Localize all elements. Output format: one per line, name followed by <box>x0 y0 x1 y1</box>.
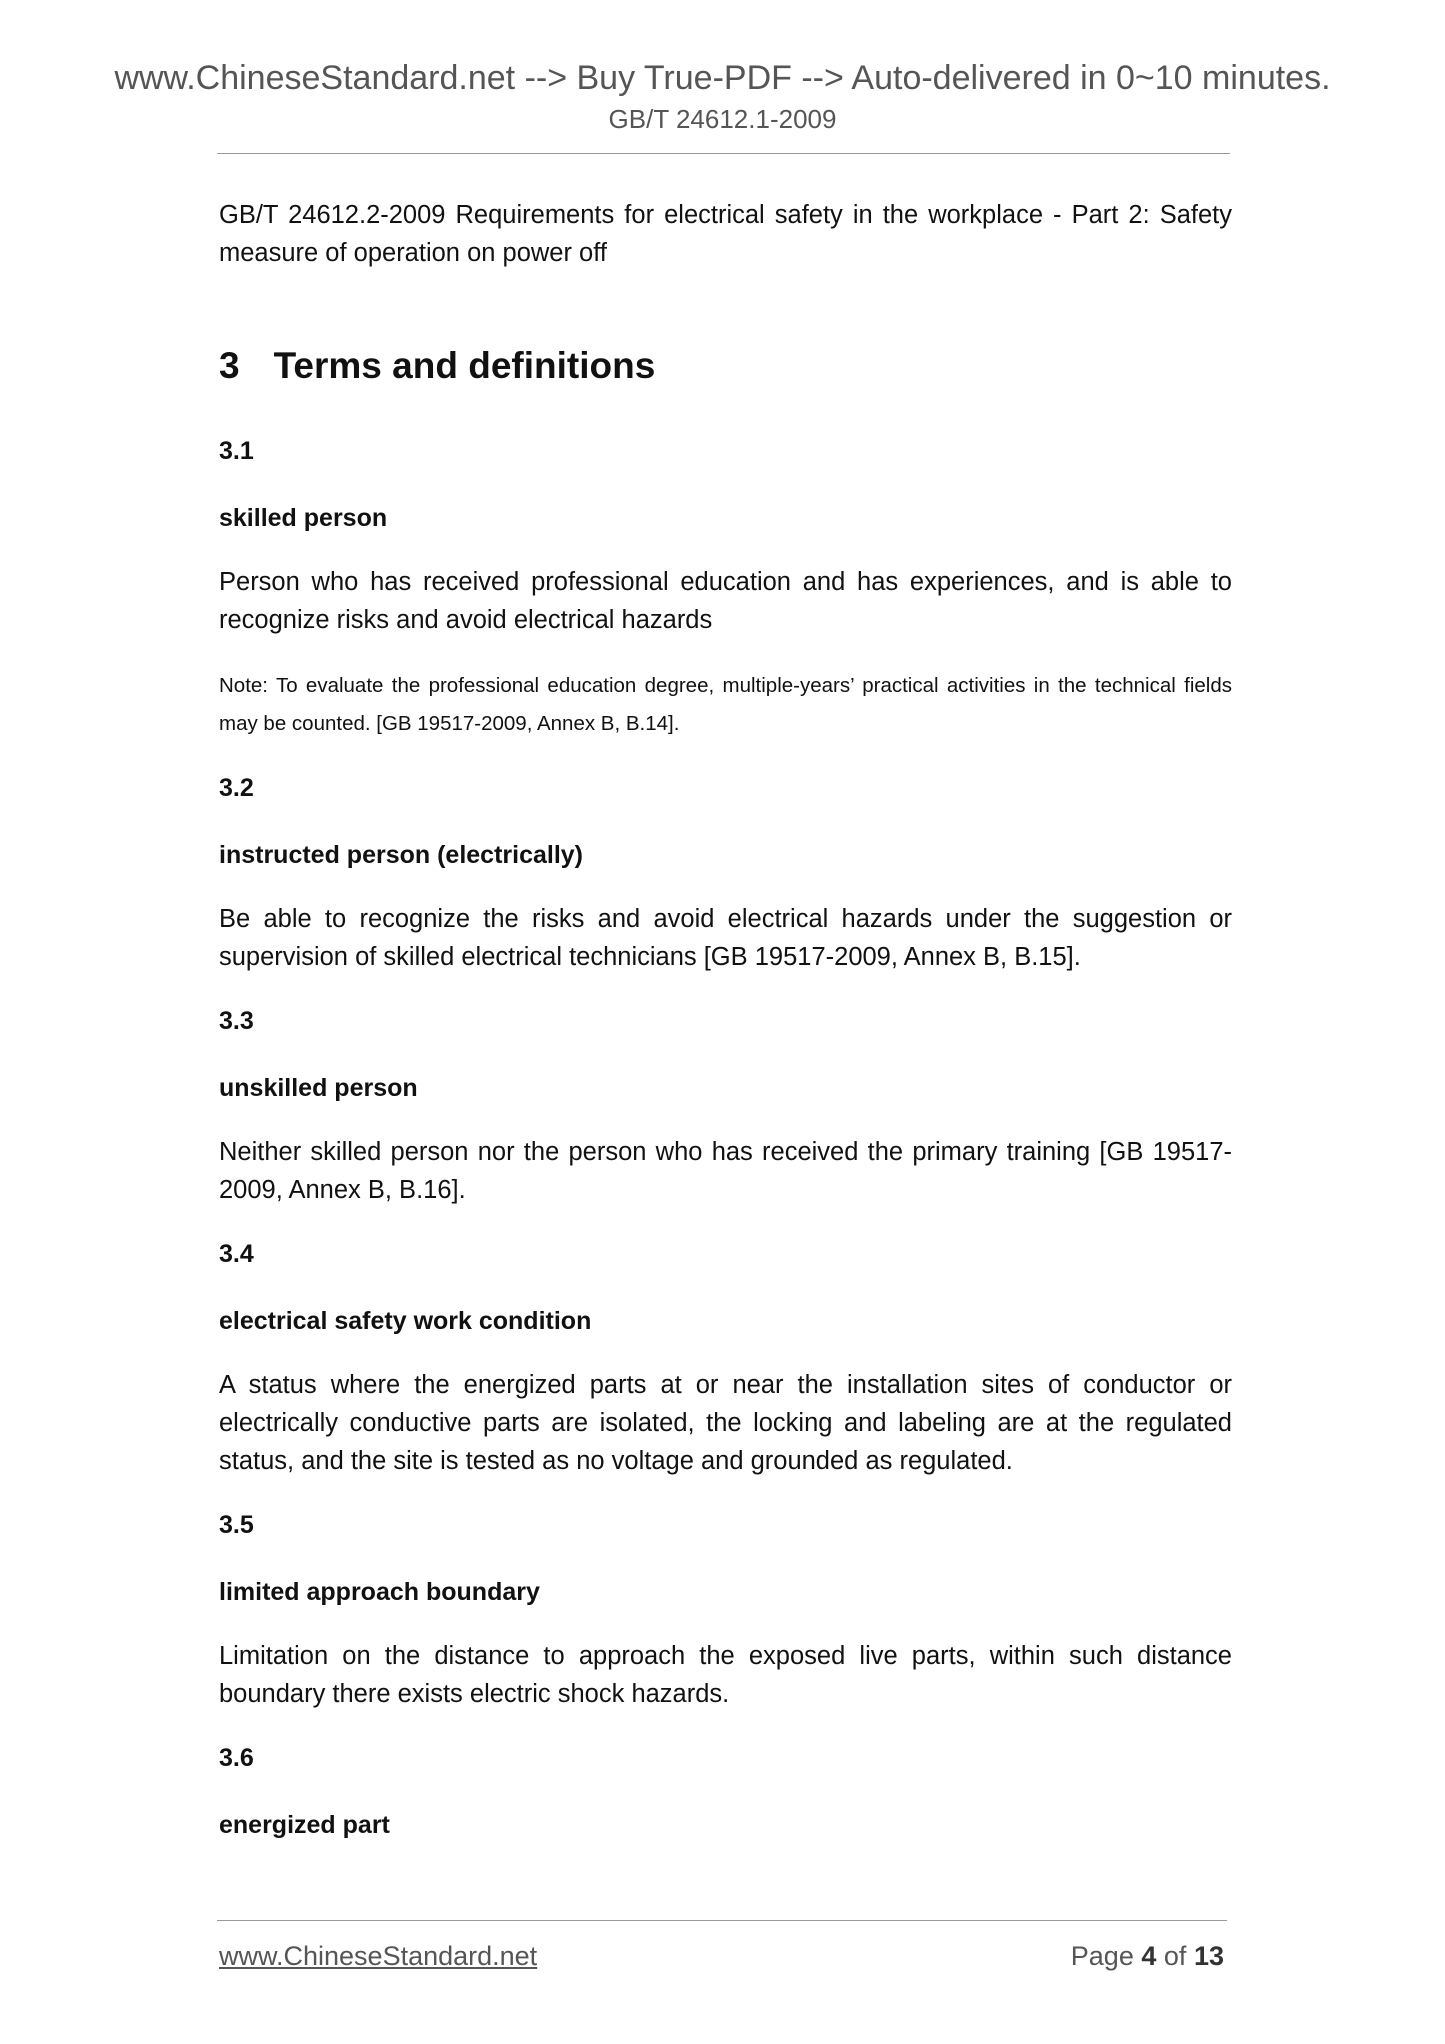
term-number: 3.6 <box>219 1744 254 1772</box>
term-number: 3.3 <box>219 1007 254 1035</box>
page-content <box>219 196 1232 1870</box>
term-definition: A status where the energized parts at or near the installation sites of conductor or electrically conductive parts are isolated, the locking and labeling are at the regulated status, and the site is tested as no voltage and grounded as regulated. <box>219 1371 1232 1475</box>
term-entry-3-3 <box>219 1006 1232 1209</box>
term-number: 3.2 <box>219 774 254 802</box>
term-note: Note: To evaluate the professional education degree, multiple-years’ practical activities in the technical fields may be counted. [GB 19517-2009, Annex B, B.14]. <box>219 674 1232 735</box>
header-divider <box>217 153 1230 154</box>
term-entry-3-2 <box>219 773 1232 976</box>
term-entry-3-6 <box>219 1743 1232 1840</box>
current-page-number: 4 <box>1141 1941 1157 1971</box>
header-banner: www.ChineseStandard.net --> Buy True-PDF --> Auto-delivered in 0~10 minutes. <box>114 59 1331 97</box>
footer-divider <box>217 1920 1227 1921</box>
term-name: unskilled person <box>219 1074 418 1102</box>
term-name: electrical safety work condition <box>219 1307 592 1335</box>
term-name: skilled person <box>219 504 388 532</box>
term-entry-3-1 <box>219 436 1232 743</box>
header-document-id: GB/T 24612.1-2009 <box>608 104 837 134</box>
term-number: 3.1 <box>219 437 254 465</box>
intro-reference: GB/T 24612.2-2009 Requirements for electrical safety in the workplace - Part 2: Safety measure of operation on power off <box>219 201 1232 267</box>
term-name: instructed person (electrically) <box>219 841 584 869</box>
section-title: Terms and definitions <box>273 345 656 386</box>
page-indicator <box>1071 1940 1224 1972</box>
term-definition: Limitation on the distance to approach the exposed live parts, within such distance boundary there exists electric shock hazards. <box>219 1642 1232 1708</box>
term-name: limited approach boundary <box>219 1578 540 1606</box>
term-definition: Neither skilled person nor the person who has received the primary training [GB 19517-2009, Annex B, B.16]. <box>219 1138 1232 1204</box>
page-of-label: of <box>1163 1941 1187 1971</box>
term-number: 3.4 <box>219 1240 254 1268</box>
term-name: energized part <box>219 1811 390 1839</box>
footer-website-link[interactable]: www.ChineseStandard.net <box>219 1941 538 1971</box>
section-number: 3 <box>219 345 240 386</box>
term-definition: Be able to recognize the risks and avoid electrical hazards under the suggestion or supervision of skilled electrical technicians [GB 19517-2009, Annex B, B.15]. <box>219 905 1232 971</box>
term-entry-3-5 <box>219 1510 1232 1713</box>
term-number: 3.5 <box>219 1511 254 1539</box>
term-entry-3-4 <box>219 1239 1232 1480</box>
term-definition: Person who has received professional education and has experiences, and is able to recognize risks and avoid electrical hazards <box>219 568 1232 634</box>
total-page-count: 13 <box>1193 1941 1224 1971</box>
section-heading <box>219 344 1232 388</box>
page-prefix: Page <box>1070 1941 1134 1971</box>
